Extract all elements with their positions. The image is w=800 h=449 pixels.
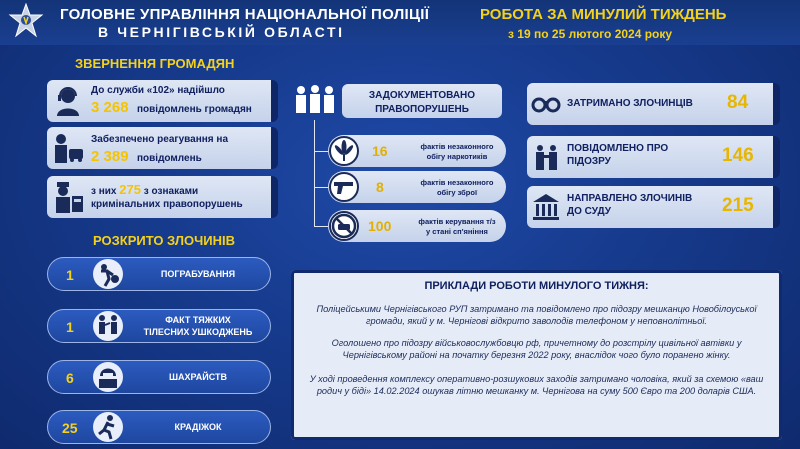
appeal-102-line2: повідомлень громадян	[137, 104, 252, 115]
police-group-icon	[292, 82, 338, 116]
solved-robbery-count: 1	[66, 267, 74, 283]
appeal-response-line1: Забезпечено реагування на	[91, 134, 229, 145]
org-title-line2: В ЧЕРНІГІВСЬКІЙ ОБЛАСТІ	[98, 24, 345, 40]
documented-drunk-label1: фактів керування т/з	[418, 217, 496, 226]
police-officer-icon	[51, 180, 85, 214]
example-paragraph-3: У ході проведення комплексу оперативно-розшукових заходів затримано чоловіка, який за схемою «ваш родич у біді» 14.02.2024 ошукав літню мешканку м. Чернігова на суму 500 Євро та 200 доларів США.	[309, 374, 764, 396]
org-title-line1: ГОЛОВНЕ УПРАВЛІННЯ НАЦІОНАЛЬНОЇ ПОЛІЦІЇ	[60, 6, 430, 23]
suspect-notice-icon	[531, 142, 561, 172]
appeal-card-102	[47, 80, 278, 122]
documented-drugs-count: 16	[372, 143, 388, 159]
pistol-icon	[329, 172, 359, 202]
solved-row-injury	[47, 309, 271, 343]
documented-title-box	[342, 84, 502, 118]
documented-title2: ПРАВОПОРУШЕНЬ	[375, 103, 469, 115]
connector-branch	[314, 226, 328, 227]
solved-theft-label: КРАДІЖОК	[174, 422, 222, 432]
robbery-icon	[93, 259, 123, 289]
appeal-102-line1: До служби «102» надійшло	[91, 85, 225, 96]
solved-heading: РОЗКРИТО ЗЛОЧИНІВ	[93, 233, 235, 248]
appeals-heading: ЗВЕРНЕННЯ ГРОМАДЯН	[75, 56, 235, 71]
appeal-response-count: 2 389	[91, 148, 129, 165]
police-star-icon	[8, 3, 44, 41]
week-dates: з 19 по 25 лютого 2024 року	[508, 27, 673, 41]
solved-fraud-label: ШАХРАЙСТВ	[169, 372, 227, 382]
documented-drugs-label1: фактів незаконного	[420, 142, 494, 151]
cannabis-icon	[329, 136, 359, 166]
examples-title: ПРИКЛАДИ РОБОТИ МИНУЛОГО ТИЖНЯ:	[424, 280, 649, 292]
stat-court-count: 215	[722, 195, 754, 216]
documented-row-drunk-driving	[328, 210, 506, 242]
documented-drugs-label2: обігу наркотиків	[426, 151, 488, 161]
connector-branch	[314, 151, 328, 152]
solved-theft-count: 25	[62, 420, 78, 436]
stat-card-suspicion	[527, 136, 780, 178]
stat-suspicion-label1: ПОВІДОМЛЕНО ПРО	[567, 143, 669, 154]
connector-line	[314, 120, 315, 226]
stat-court-label2: ДО СУДУ	[567, 206, 611, 217]
no-drunk-driving-icon	[329, 211, 359, 241]
appeal-criminal-pre: з них	[91, 186, 117, 197]
stat-suspicion-count: 146	[722, 145, 754, 166]
handcuffs-icon	[531, 89, 561, 119]
stat-detained-count: 84	[727, 92, 749, 113]
solved-row-fraud	[47, 360, 271, 394]
connector-branch	[314, 187, 328, 188]
hacker-icon	[93, 362, 123, 392]
appeal-criminal-count: 275	[119, 182, 141, 197]
solved-injury-label1: ФАКТ ТЯЖКИХ	[165, 315, 231, 325]
solved-injury-count: 1	[66, 319, 74, 335]
week-title: РОБОТА ЗА МИНУЛИЙ ТИЖДЕНЬ	[480, 6, 727, 23]
documented-row-weapons	[328, 171, 506, 203]
documented-weapons-count: 8	[376, 179, 384, 195]
solved-row-robbery	[47, 257, 271, 291]
solved-robbery-label: ПОГРАБУВАННЯ	[160, 269, 236, 279]
stat-court-label1: НАПРАВЛЕНО ЗЛОЧИНІВ	[567, 193, 693, 204]
appeal-card-criminal	[47, 176, 278, 218]
stat-detained-label: ЗАТРИМАНО ЗЛОЧИНЦІВ	[567, 98, 693, 109]
solved-fraud-count: 6	[66, 370, 74, 386]
appeal-102-count: 3 268	[91, 99, 129, 116]
fight-icon	[93, 311, 123, 341]
police-car-icon	[51, 131, 85, 165]
stat-suspicion-label2: ПІДОЗРУ	[567, 156, 611, 167]
examples-panel	[291, 270, 782, 440]
appeal-card-response	[47, 127, 278, 169]
stat-card-detained	[527, 83, 780, 125]
solved-row-theft	[47, 410, 271, 444]
example-paragraph-2: Оголошено про підозру військовослужбовцю рф, причетному до розстрілу цивільної автівки у Чернігівському районі на початку березня 2022 року, внаслідок чого було поранено жінку.	[331, 338, 742, 360]
documented-row-drugs	[328, 135, 506, 167]
stat-card-court	[527, 186, 780, 228]
documented-weapons-label1: фактів незаконного	[420, 178, 494, 187]
appeal-criminal-line2: кримінальних правопорушень	[91, 199, 243, 210]
appeal-response-line2: повідомлень	[137, 153, 202, 164]
documented-drunk-count: 100	[368, 218, 392, 234]
solved-injury-label2: ТІЛЕСНИХ УШКОДЖЕНЬ	[143, 326, 253, 337]
operator-headset-icon	[51, 84, 85, 118]
court-icon	[531, 192, 561, 222]
appeal-criminal-line1: з ознаками	[143, 186, 199, 197]
thief-icon	[93, 412, 123, 442]
documented-title1: ЗАДОКУМЕНТОВАНО	[368, 90, 476, 101]
documented-drunk-label2: у стані сп'яніння	[426, 226, 488, 236]
documented-weapons-label2: обігу зброї	[436, 187, 478, 197]
example-paragraph-1: Поліцейськими Чернігівського РУП затримано та повідомлено про підозру мешканцю Новобілоуської громади, який у м. Чернігові відкрито заволодів телефоном у неповнолітньої.	[316, 304, 757, 326]
